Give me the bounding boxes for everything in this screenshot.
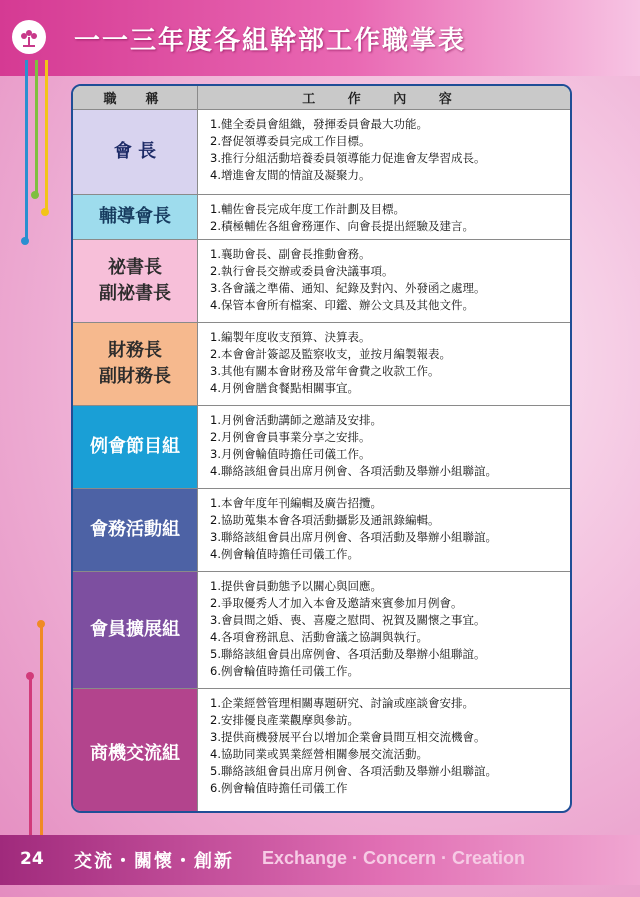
table-row — [73, 323, 570, 406]
role-title: 祕書長 — [108, 257, 162, 278]
column-header-duties: 工 作 內 容 — [302, 92, 466, 107]
title-bar — [0, 0, 640, 76]
duty-item: 4.保管本會所有檔案、印鑑、辦公文具及其他文件。 — [210, 298, 474, 312]
role-cell — [73, 323, 198, 405]
role-cell — [73, 406, 198, 488]
duty-item: 1.襄助會長、副會長推動會務。 — [210, 247, 371, 261]
duty-item: 3.各會議之準備、通知、紀錄及對內、外發函之處理。 — [210, 281, 486, 295]
duty-item: 4.聯絡該組會員出席月例會、各項活動及舉辦小組聯誼。 — [210, 464, 497, 478]
role-title: 財務長 — [108, 340, 162, 361]
duty-item: 6.例會輪值時擔任司儀工作。 — [210, 664, 359, 678]
duty-item: 3.推行分組活動培養委員領導能力促進會友學習成長。 — [210, 151, 486, 165]
duty-item: 4.例會輪值時擔任司儀工作。 — [210, 547, 359, 561]
decorative-line — [25, 60, 28, 240]
duty-item: 2.月例會會員事業分享之安排。 — [210, 430, 371, 444]
duty-item: 5.聯絡該組會員出席月例會、各項活動及舉辦小組聯誼。 — [210, 764, 497, 778]
duty-item: 1.健全委員會組織，發揮委員會最大功能。 — [210, 117, 428, 131]
table-row — [73, 489, 570, 572]
duty-item: 4.協助同業或異業經營相關參展交流活動。 — [210, 747, 428, 761]
role-cell — [73, 240, 198, 322]
duties-cell — [198, 195, 570, 239]
role-title: 輔導會長 — [99, 206, 171, 227]
page-title: 一一三年度各組幹部工作職掌表 — [74, 26, 467, 56]
role-title: 例會節目組 — [90, 436, 180, 457]
duties-cell — [198, 110, 570, 194]
duties-cell — [198, 240, 570, 322]
duties-cell — [198, 406, 570, 488]
duty-item: 1.提供會員動態予以關心與回應。 — [210, 579, 382, 593]
role-title: 會務活動組 — [90, 519, 180, 540]
duty-item: 2.督促領導委員完成工作目標。 — [210, 134, 371, 148]
slogan-english: Exchange · Concern · Creation — [262, 848, 526, 868]
duty-item: 3.提供商機發展平台以增加企業會員間互相交流機會。 — [210, 730, 486, 744]
table-row — [73, 406, 570, 489]
role-cell — [73, 572, 198, 688]
decorative-line — [29, 677, 32, 835]
duties-cell — [198, 489, 570, 571]
duty-item: 4.增進會友間的情誼及凝聚力。 — [210, 168, 371, 182]
role-title: 會員擴展組 — [90, 619, 180, 640]
table-body — [73, 110, 570, 813]
duty-item: 2.安排優良產業觀摩與參訪。 — [210, 713, 359, 727]
duty-table — [71, 84, 572, 813]
duty-item: 3.其他有關本會財務及常年會費之收款工作。 — [210, 364, 440, 378]
role-title: 副財務長 — [99, 366, 171, 387]
table-row — [73, 240, 570, 323]
role-title: 商機交流組 — [90, 742, 180, 764]
decorative-line — [40, 625, 43, 835]
duty-item: 1.月例會活動講師之邀請及安排。 — [210, 413, 382, 427]
decorative-line — [45, 60, 48, 210]
duties-cell — [198, 323, 570, 405]
decorative-dot — [41, 208, 49, 216]
table-row — [73, 110, 570, 195]
duty-item: 2.積極輔佐各組會務運作、向會長提出經驗及建言。 — [210, 219, 474, 233]
table-row — [73, 572, 570, 689]
duty-item: 1.企業經營管理相關專題研究、討論或座談會安排。 — [210, 696, 474, 710]
duties-cell — [198, 689, 570, 813]
organization-logo-icon — [12, 20, 46, 54]
table-row — [73, 689, 570, 813]
duty-item: 6.例會輪值時擔任司儀工作 — [210, 781, 348, 795]
role-title: 副祕書長 — [99, 283, 171, 304]
duty-item: 2.爭取優秀人才加入本會及邀請來賓參加月例會。 — [210, 596, 463, 610]
duty-item: 1.編製年度收支預算、決算表。 — [210, 330, 371, 344]
duty-item: 3.聯絡該組會員出席月例會、各項活動及舉辦小組聯誼。 — [210, 530, 497, 544]
role-cell — [73, 110, 198, 194]
duty-item: 4.各項會務訊息、活動會議之協調與執行。 — [210, 630, 428, 644]
duties-cell — [198, 572, 570, 688]
duty-item: 1.輔佐會長完成年度工作計劃及目標。 — [210, 202, 405, 216]
decorative-line — [35, 60, 38, 195]
duty-item: 5.聯絡該組會員出席例會、各項活動及舉辦小組聯誼。 — [210, 647, 486, 661]
duty-item: 2.執行會長交辦或委員會決議事項。 — [210, 264, 394, 278]
decorative-dot — [21, 237, 29, 245]
role-title: 會 長 — [113, 141, 157, 162]
decorative-dot — [31, 191, 39, 199]
duty-item: 3.會員間之婚、喪、喜慶之慰問、祝賀及關懷之事宜。 — [210, 613, 486, 627]
duty-item: 4.月例會膳食餐點相關事宜。 — [210, 381, 359, 395]
column-header-role: 職 稱 — [73, 86, 198, 109]
duty-item: 3.月例會輪值時擔任司儀工作。 — [210, 447, 371, 461]
role-cell — [73, 489, 198, 571]
duty-item: 1.本會年度年刊編輯及廣告招攬。 — [210, 496, 382, 510]
page-number: 24 — [20, 849, 44, 869]
duty-item: 2.協助蒐集本會各項活動攝影及通訊錄編輯。 — [210, 513, 440, 527]
table-row — [73, 195, 570, 240]
table-header — [73, 86, 570, 110]
duty-item: 2.本會會計簽認及監察收支，並按月編製報表。 — [210, 347, 451, 361]
footer-bar — [0, 835, 640, 885]
role-cell — [73, 689, 198, 813]
slogan-chinese: 交流・關懷・創新 — [74, 851, 234, 872]
role-cell — [73, 195, 198, 239]
